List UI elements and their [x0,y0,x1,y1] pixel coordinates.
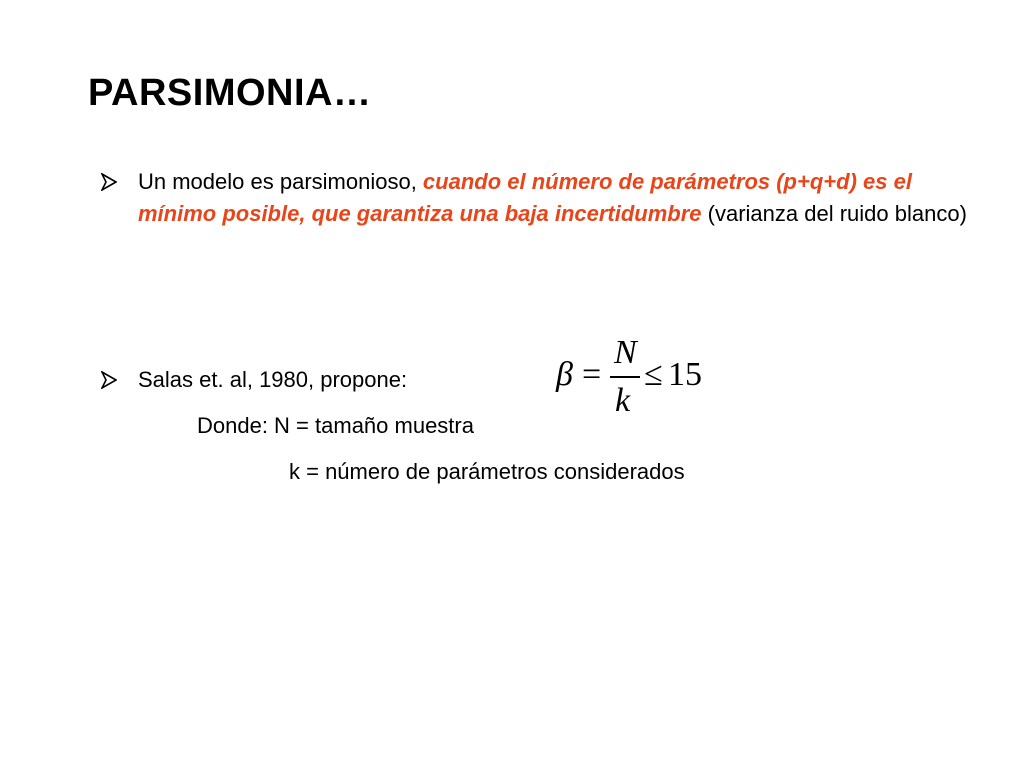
formula-leq: ≤ [644,356,663,393]
bullet-text: Salas et. al, 1980, propone: [138,367,408,392]
formula-beta: β [556,356,573,393]
bullet-salas-proposal [98,364,407,396]
formula-numerator: N [614,334,637,371]
formula-denominator: k [615,382,631,419]
arrow-bullet-icon [98,166,120,198]
parsimony-formula [552,334,702,419]
definition-n: Donde: N = tamaño muestra [197,413,474,438]
definition-k: k = número de parámetros considerados [289,459,685,484]
formula-equals: = [582,356,602,393]
formula-fraction-bar [610,376,640,378]
arrow-bullet-icon [98,364,120,396]
bullet-text-emphasis: cuando el número de parámetros (p+q+d) es el mínimo posible, que garantiza una baja incertidumbre [138,169,912,226]
slide-title: PARSIMONIA… [88,72,372,114]
bullet-text [138,166,983,230]
bullet-text-start: Un modelo es parsimonioso, [138,169,423,194]
bullet-text-end: (varianza del ruido blanco) [701,201,967,226]
formula-value: 15 [668,356,702,393]
bullet-parsimony-definition [98,166,998,230]
